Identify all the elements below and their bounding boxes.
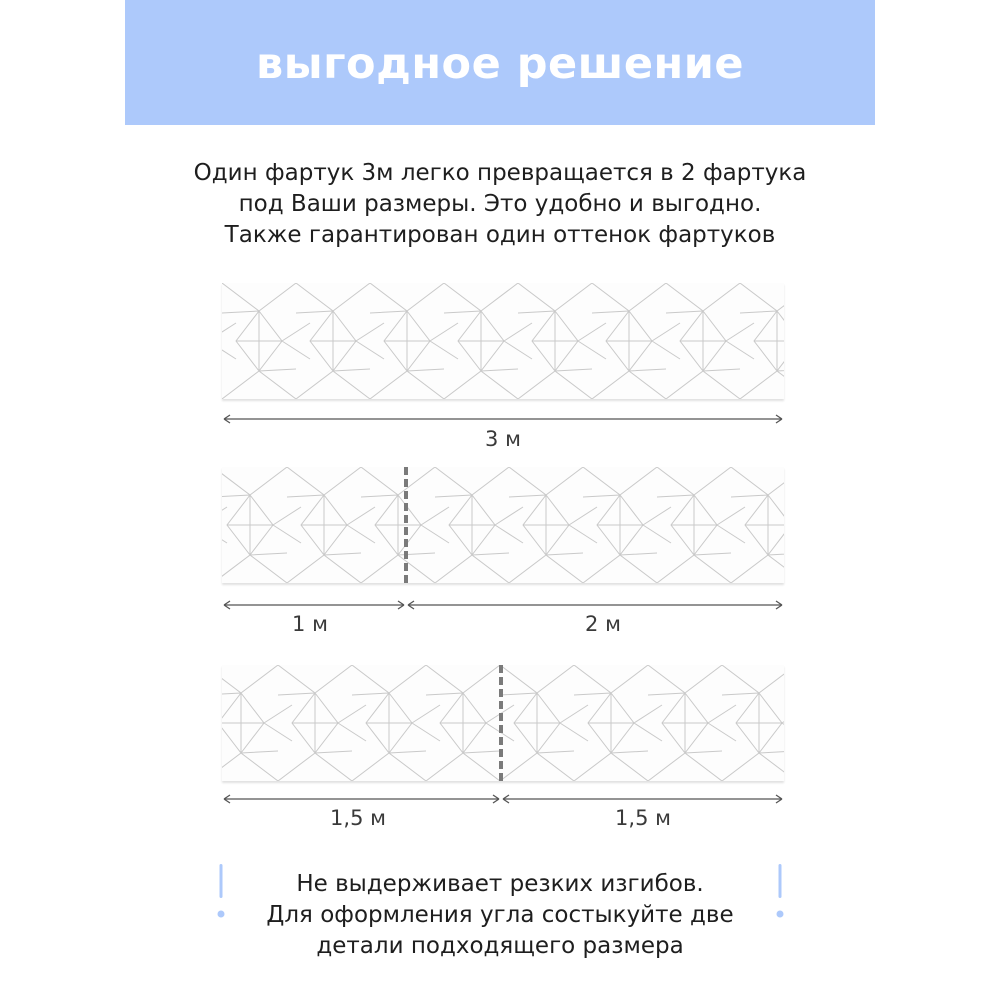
dimension-label-2m: 2 м [585, 612, 621, 636]
arrow-double-icon [222, 413, 784, 425]
dimension-arrow-1m [222, 599, 406, 611]
warning-line: Для оформления угла состыкуйте две [266, 902, 734, 928]
geometric-pattern [222, 665, 784, 781]
dimension-label-1m: 1 м [292, 612, 328, 636]
intro-line: Также гарантирован один оттенок фартуков [224, 222, 776, 248]
apron-panel-split-1-2 [222, 467, 784, 583]
dimension-arrow-3m [222, 413, 784, 425]
warning-line: детали подходящего размера [316, 933, 684, 959]
title-banner [125, 0, 875, 125]
warning-line: Не выдерживает резких изгибов. [296, 871, 704, 897]
geometric-pattern [222, 467, 784, 583]
cut-line [404, 467, 408, 583]
dimension-label-1-5m-left: 1,5 м [330, 806, 386, 830]
arrow-double-icon [406, 599, 784, 611]
intro-line: Один фартук 3м легко превращается в 2 фартука [193, 160, 807, 186]
apron-panel-full [222, 283, 784, 399]
cut-line [499, 665, 503, 781]
intro-line: под Ваши размеры. Это удобно и выгодно. [238, 191, 762, 217]
apron-panel-split-half [222, 665, 784, 781]
dimension-arrow-1-5m-right [501, 793, 784, 805]
intro-text [100, 158, 900, 251]
arrow-double-icon [222, 599, 406, 611]
dimension-label-3m: 3 м [485, 427, 521, 451]
banner-title: выгодное решение [256, 38, 744, 89]
dimension-arrow-2m [406, 599, 784, 611]
dimension-label-1-5m-right: 1,5 м [615, 806, 671, 830]
geometric-pattern [222, 283, 784, 399]
arrow-double-icon [501, 793, 784, 805]
arrow-double-icon [222, 793, 501, 805]
dimension-arrow-1-5m-left [222, 793, 501, 805]
warning-text [200, 869, 800, 962]
